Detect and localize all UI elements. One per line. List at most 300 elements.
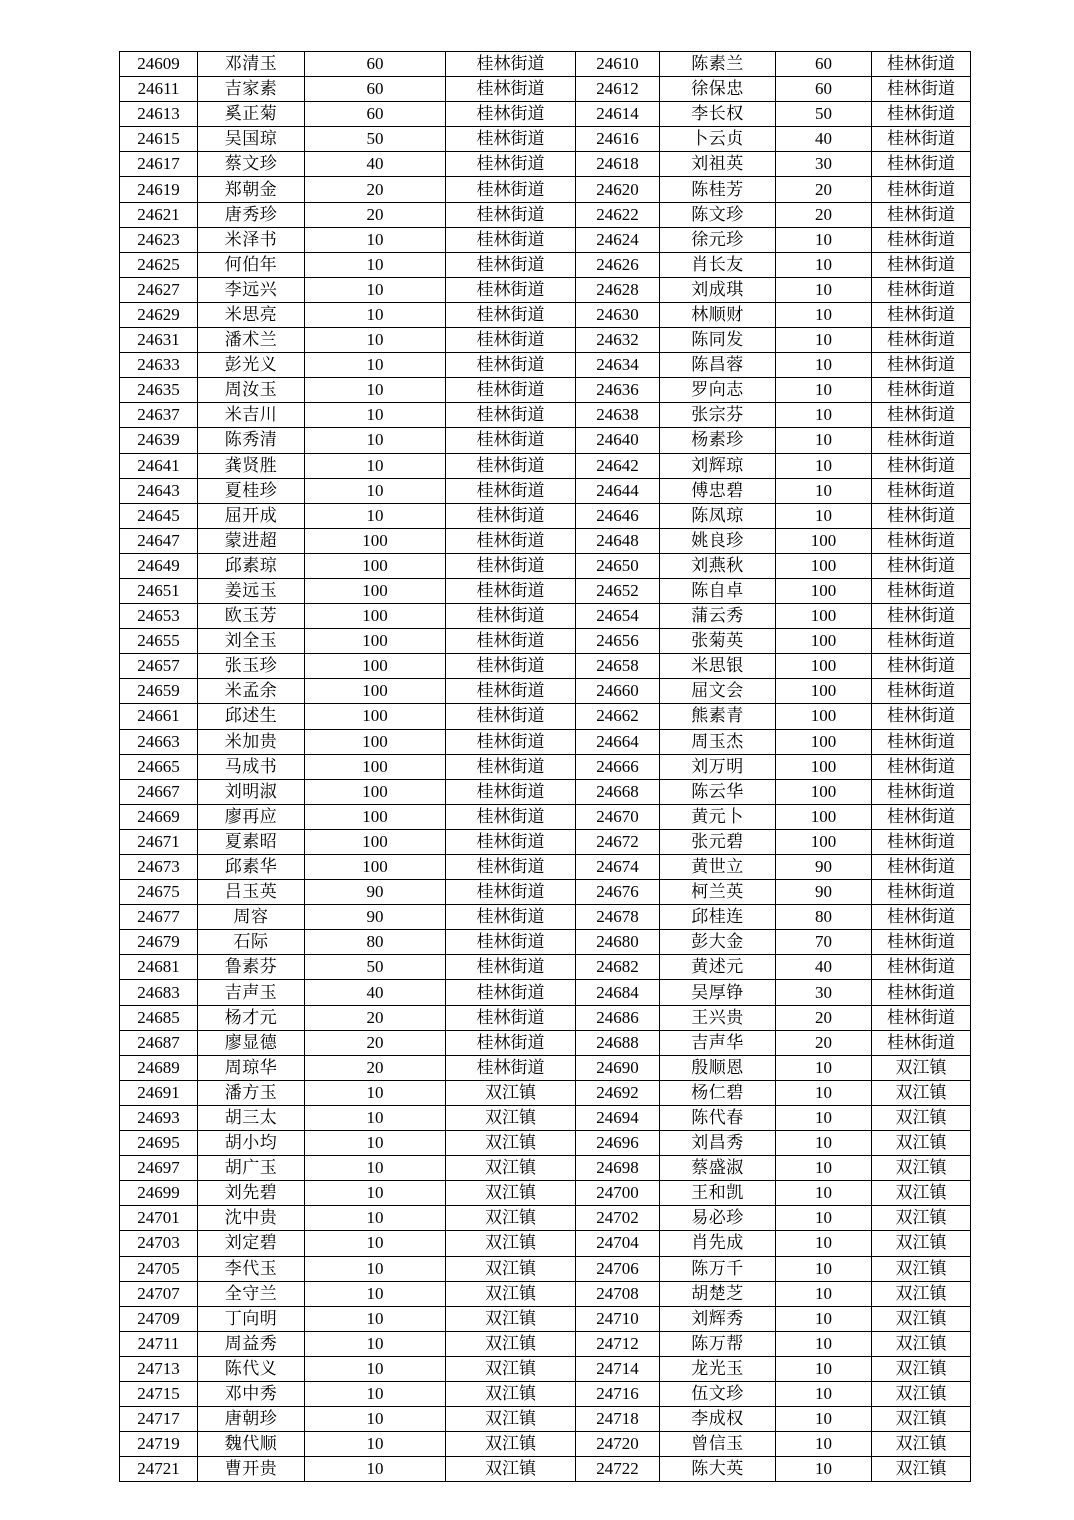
record-id-cell: 24651 [120, 578, 198, 603]
record-id-cell: 24650 [576, 553, 660, 578]
person-name-cell: 周益秀 [198, 1331, 305, 1356]
location-cell: 桂林街道 [872, 754, 971, 779]
person-name-cell: 邓中秀 [198, 1381, 305, 1406]
person-name-cell: 周玉杰 [660, 729, 776, 754]
record-id-cell: 24685 [120, 1005, 198, 1030]
amount-cell: 10 [305, 1206, 446, 1231]
person-name-cell: 傅忠碧 [660, 478, 776, 503]
person-name-cell: 吉声华 [660, 1030, 776, 1055]
person-name-cell: 胡广玉 [198, 1156, 305, 1181]
table-row [120, 227, 971, 252]
amount-cell: 20 [305, 177, 446, 202]
amount-cell: 10 [776, 1105, 872, 1130]
record-id-cell: 24694 [576, 1105, 660, 1130]
person-name-cell: 周琼华 [198, 1055, 305, 1080]
person-name-cell: 蔡盛淑 [660, 1156, 776, 1181]
record-id-cell: 24704 [576, 1231, 660, 1256]
record-id-cell: 24619 [120, 177, 198, 202]
person-name-cell: 蒙进超 [198, 528, 305, 553]
amount-cell: 60 [776, 52, 872, 77]
location-cell: 双江镇 [872, 1432, 971, 1457]
location-cell: 桂林街道 [446, 202, 576, 227]
record-id-cell: 24699 [120, 1181, 198, 1206]
table-row [120, 127, 971, 152]
person-name-cell: 蔡文珍 [198, 152, 305, 177]
record-id-cell: 24648 [576, 528, 660, 553]
record-id-cell: 24679 [120, 930, 198, 955]
record-id-cell: 24673 [120, 855, 198, 880]
table-row [120, 604, 971, 629]
person-name-cell: 胡小均 [198, 1131, 305, 1156]
record-id-cell: 24668 [576, 779, 660, 804]
record-id-cell: 24710 [576, 1306, 660, 1331]
person-name-cell: 张宗芬 [660, 403, 776, 428]
record-id-cell: 24695 [120, 1131, 198, 1156]
person-name-cell: 刘万明 [660, 754, 776, 779]
record-id-cell: 24678 [576, 905, 660, 930]
amount-cell: 10 [776, 1131, 872, 1156]
location-cell: 桂林街道 [446, 1030, 576, 1055]
amount-cell: 10 [776, 1181, 872, 1206]
person-name-cell: 杨仁碧 [660, 1080, 776, 1105]
person-name-cell: 陈凤琼 [660, 503, 776, 528]
person-name-cell: 陈同发 [660, 328, 776, 353]
location-cell: 双江镇 [446, 1432, 576, 1457]
amount-cell: 10 [305, 378, 446, 403]
person-name-cell: 吉声玉 [198, 980, 305, 1005]
amount-cell: 10 [305, 1356, 446, 1381]
record-id-cell: 24711 [120, 1331, 198, 1356]
amount-cell: 10 [776, 1432, 872, 1457]
person-name-cell: 夏桂珍 [198, 478, 305, 503]
amount-cell: 10 [776, 1080, 872, 1105]
location-cell: 双江镇 [446, 1457, 576, 1482]
person-name-cell: 周汝玉 [198, 378, 305, 403]
person-name-cell: 柯兰英 [660, 880, 776, 905]
record-id-cell: 24671 [120, 829, 198, 854]
table-row [120, 729, 971, 754]
amount-cell: 10 [305, 453, 446, 478]
location-cell: 桂林街道 [872, 503, 971, 528]
amount-cell: 10 [776, 453, 872, 478]
person-name-cell: 吕玉英 [198, 880, 305, 905]
table-row [120, 1331, 971, 1356]
person-name-cell: 陈万千 [660, 1256, 776, 1281]
record-id-cell: 24659 [120, 679, 198, 704]
record-id-cell: 24657 [120, 654, 198, 679]
table-row [120, 679, 971, 704]
amount-cell: 10 [305, 328, 446, 353]
person-name-cell: 罗向志 [660, 378, 776, 403]
amount-cell: 10 [776, 353, 872, 378]
location-cell: 双江镇 [446, 1281, 576, 1306]
record-id-cell: 24645 [120, 503, 198, 528]
amount-cell: 10 [776, 277, 872, 302]
record-id-cell: 24696 [576, 1131, 660, 1156]
table-row [120, 1231, 971, 1256]
record-id-cell: 24621 [120, 202, 198, 227]
person-name-cell: 王和凯 [660, 1181, 776, 1206]
amount-cell: 100 [305, 829, 446, 854]
record-id-cell: 24638 [576, 403, 660, 428]
person-name-cell: 陈秀清 [198, 428, 305, 453]
record-id-cell: 24629 [120, 302, 198, 327]
amount-cell: 10 [305, 1306, 446, 1331]
record-id-cell: 24689 [120, 1055, 198, 1080]
table-row [120, 955, 971, 980]
amount-cell: 10 [305, 1281, 446, 1306]
record-id-cell: 24712 [576, 1331, 660, 1356]
record-id-cell: 24649 [120, 553, 198, 578]
location-cell: 桂林街道 [872, 52, 971, 77]
table-row [120, 403, 971, 428]
person-name-cell: 徐保忠 [660, 77, 776, 102]
person-name-cell: 李代玉 [198, 1256, 305, 1281]
amount-cell: 50 [305, 955, 446, 980]
table-row [120, 77, 971, 102]
table-row [120, 855, 971, 880]
amount-cell: 10 [305, 1256, 446, 1281]
location-cell: 双江镇 [872, 1331, 971, 1356]
amount-cell: 100 [305, 604, 446, 629]
person-name-cell: 刘燕秋 [660, 553, 776, 578]
amount-cell: 100 [776, 528, 872, 553]
amount-cell: 100 [305, 704, 446, 729]
person-name-cell: 林顺财 [660, 302, 776, 327]
amount-cell: 10 [776, 478, 872, 503]
location-cell: 桂林街道 [872, 202, 971, 227]
table-row [120, 1432, 971, 1457]
record-id-cell: 24639 [120, 428, 198, 453]
amount-cell: 10 [305, 1181, 446, 1206]
person-name-cell: 刘辉秀 [660, 1306, 776, 1331]
record-id-cell: 24631 [120, 328, 198, 353]
location-cell: 双江镇 [872, 1231, 971, 1256]
location-cell: 桂林街道 [446, 252, 576, 277]
amount-cell: 90 [776, 880, 872, 905]
person-name-cell: 刘明淑 [198, 779, 305, 804]
roster-body [120, 52, 971, 1482]
amount-cell: 100 [305, 855, 446, 880]
record-id-cell: 24719 [120, 1432, 198, 1457]
location-cell: 桂林街道 [446, 754, 576, 779]
location-cell: 双江镇 [872, 1206, 971, 1231]
person-name-cell: 陈万帮 [660, 1331, 776, 1356]
person-name-cell: 刘辉琼 [660, 453, 776, 478]
amount-cell: 10 [776, 227, 872, 252]
person-name-cell: 唐朝珍 [198, 1407, 305, 1432]
record-id-cell: 24614 [576, 102, 660, 127]
record-id-cell: 24670 [576, 804, 660, 829]
location-cell: 双江镇 [872, 1306, 971, 1331]
record-id-cell: 24674 [576, 855, 660, 880]
location-cell: 桂林街道 [446, 578, 576, 603]
amount-cell: 10 [776, 1231, 872, 1256]
table-row [120, 1306, 971, 1331]
amount-cell: 100 [776, 804, 872, 829]
location-cell: 桂林街道 [872, 704, 971, 729]
person-name-cell: 曾信玉 [660, 1432, 776, 1457]
location-cell: 桂林街道 [872, 855, 971, 880]
person-name-cell: 沈中贵 [198, 1206, 305, 1231]
person-name-cell: 魏代顺 [198, 1432, 305, 1457]
location-cell: 桂林街道 [446, 1005, 576, 1030]
record-id-cell: 24623 [120, 227, 198, 252]
record-id-cell: 24635 [120, 378, 198, 403]
location-cell: 双江镇 [872, 1105, 971, 1130]
location-cell: 桂林街道 [872, 478, 971, 503]
location-cell: 桂林街道 [872, 980, 971, 1005]
record-id-cell: 24612 [576, 77, 660, 102]
amount-cell: 20 [305, 202, 446, 227]
record-id-cell: 24720 [576, 1432, 660, 1457]
person-name-cell: 刘先碧 [198, 1181, 305, 1206]
person-name-cell: 邱桂连 [660, 905, 776, 930]
table-row [120, 1030, 971, 1055]
record-id-cell: 24722 [576, 1457, 660, 1482]
amount-cell: 20 [776, 1030, 872, 1055]
record-id-cell: 24613 [120, 102, 198, 127]
record-id-cell: 24691 [120, 1080, 198, 1105]
person-name-cell: 欧玉芳 [198, 604, 305, 629]
record-id-cell: 24676 [576, 880, 660, 905]
location-cell: 桂林街道 [446, 604, 576, 629]
record-id-cell: 24680 [576, 930, 660, 955]
record-id-cell: 24625 [120, 252, 198, 277]
location-cell: 双江镇 [446, 1206, 576, 1231]
location-cell: 桂林街道 [872, 804, 971, 829]
location-cell: 桂林街道 [872, 177, 971, 202]
amount-cell: 10 [776, 1381, 872, 1406]
record-id-cell: 24666 [576, 754, 660, 779]
table-row [120, 1105, 971, 1130]
location-cell: 桂林街道 [872, 679, 971, 704]
amount-cell: 100 [305, 679, 446, 704]
table-row [120, 428, 971, 453]
amount-cell: 80 [776, 905, 872, 930]
record-id-cell: 24664 [576, 729, 660, 754]
record-id-cell: 24609 [120, 52, 198, 77]
amount-cell: 10 [305, 277, 446, 302]
person-name-cell: 李远兴 [198, 277, 305, 302]
record-id-cell: 24627 [120, 277, 198, 302]
location-cell: 桂林街道 [872, 955, 971, 980]
record-id-cell: 24713 [120, 1356, 198, 1381]
amount-cell: 100 [776, 729, 872, 754]
location-cell: 双江镇 [446, 1331, 576, 1356]
amount-cell: 60 [305, 52, 446, 77]
person-name-cell: 米吉川 [198, 403, 305, 428]
person-name-cell: 黄世立 [660, 855, 776, 880]
amount-cell: 100 [305, 804, 446, 829]
location-cell: 双江镇 [446, 1356, 576, 1381]
location-cell: 桂林街道 [446, 829, 576, 854]
amount-cell: 10 [776, 1055, 872, 1080]
person-name-cell: 鲁素芬 [198, 955, 305, 980]
person-name-cell: 丁向明 [198, 1306, 305, 1331]
person-name-cell: 吉家素 [198, 77, 305, 102]
record-id-cell: 24693 [120, 1105, 198, 1130]
amount-cell: 40 [305, 152, 446, 177]
location-cell: 桂林街道 [872, 152, 971, 177]
location-cell: 桂林街道 [446, 227, 576, 252]
table-row [120, 353, 971, 378]
record-id-cell: 24615 [120, 127, 198, 152]
location-cell: 桂林街道 [872, 127, 971, 152]
amount-cell: 10 [776, 378, 872, 403]
person-name-cell: 邓清玉 [198, 52, 305, 77]
amount-cell: 100 [776, 754, 872, 779]
amount-cell: 100 [776, 553, 872, 578]
table-row [120, 503, 971, 528]
amount-cell: 100 [776, 629, 872, 654]
record-id-cell: 24610 [576, 52, 660, 77]
location-cell: 双江镇 [446, 1080, 576, 1105]
location-cell: 桂林街道 [446, 478, 576, 503]
location-cell: 桂林街道 [872, 604, 971, 629]
record-id-cell: 24718 [576, 1407, 660, 1432]
record-id-cell: 24646 [576, 503, 660, 528]
record-id-cell: 24709 [120, 1306, 198, 1331]
record-id-cell: 24700 [576, 1181, 660, 1206]
person-name-cell: 陈自卓 [660, 578, 776, 603]
person-name-cell: 张玉珍 [198, 654, 305, 679]
location-cell: 桂林街道 [872, 1005, 971, 1030]
record-id-cell: 24684 [576, 980, 660, 1005]
amount-cell: 10 [776, 1256, 872, 1281]
location-cell: 桂林街道 [446, 629, 576, 654]
table-row [120, 478, 971, 503]
amount-cell: 10 [305, 403, 446, 428]
person-name-cell: 米加贵 [198, 729, 305, 754]
record-id-cell: 24654 [576, 604, 660, 629]
table-row [120, 302, 971, 327]
person-name-cell: 李成权 [660, 1407, 776, 1432]
location-cell: 桂林街道 [446, 77, 576, 102]
table-row [120, 202, 971, 227]
table-row [120, 277, 971, 302]
person-name-cell: 刘昌秀 [660, 1131, 776, 1156]
person-name-cell: 陈代春 [660, 1105, 776, 1130]
location-cell: 桂林街道 [872, 328, 971, 353]
amount-cell: 30 [776, 980, 872, 1005]
record-id-cell: 24698 [576, 1156, 660, 1181]
record-id-cell: 24641 [120, 453, 198, 478]
person-name-cell: 熊素青 [660, 704, 776, 729]
person-name-cell: 刘定碧 [198, 1231, 305, 1256]
amount-cell: 40 [776, 955, 872, 980]
location-cell: 桂林街道 [446, 277, 576, 302]
person-name-cell: 伍文珍 [660, 1381, 776, 1406]
record-id-cell: 24611 [120, 77, 198, 102]
location-cell: 桂林街道 [446, 453, 576, 478]
table-row [120, 779, 971, 804]
amount-cell: 10 [776, 1306, 872, 1331]
record-id-cell: 24617 [120, 152, 198, 177]
record-id-cell: 24701 [120, 1206, 198, 1231]
record-id-cell: 24702 [576, 1206, 660, 1231]
location-cell: 桂林街道 [872, 578, 971, 603]
location-cell: 桂林街道 [872, 403, 971, 428]
amount-cell: 10 [305, 1457, 446, 1482]
location-cell: 桂林街道 [872, 905, 971, 930]
location-cell: 双江镇 [446, 1381, 576, 1406]
location-cell: 桂林街道 [872, 930, 971, 955]
record-id-cell: 24675 [120, 880, 198, 905]
amount-cell: 10 [776, 1407, 872, 1432]
record-id-cell: 24714 [576, 1356, 660, 1381]
amount-cell: 10 [776, 252, 872, 277]
amount-cell: 10 [305, 1080, 446, 1105]
location-cell: 双江镇 [872, 1356, 971, 1381]
amount-cell: 90 [305, 880, 446, 905]
location-cell: 双江镇 [446, 1306, 576, 1331]
record-id-cell: 24628 [576, 277, 660, 302]
location-cell: 双江镇 [872, 1457, 971, 1482]
amount-cell: 60 [776, 77, 872, 102]
person-name-cell: 屈文会 [660, 679, 776, 704]
person-name-cell: 米泽书 [198, 227, 305, 252]
location-cell: 桂林街道 [872, 353, 971, 378]
record-id-cell: 24687 [120, 1030, 198, 1055]
amount-cell: 10 [776, 503, 872, 528]
location-cell: 桂林街道 [872, 880, 971, 905]
table-row [120, 378, 971, 403]
person-name-cell: 肖先成 [660, 1231, 776, 1256]
amount-cell: 10 [305, 252, 446, 277]
person-name-cell: 李长权 [660, 102, 776, 127]
location-cell: 桂林街道 [446, 102, 576, 127]
amount-cell: 100 [305, 629, 446, 654]
location-cell: 桂林街道 [872, 102, 971, 127]
amount-cell: 100 [305, 528, 446, 553]
amount-cell: 60 [305, 102, 446, 127]
table-row [120, 980, 971, 1005]
location-cell: 桂林街道 [446, 1055, 576, 1080]
person-name-cell: 易必珍 [660, 1206, 776, 1231]
location-cell: 桂林街道 [446, 880, 576, 905]
location-cell: 桂林街道 [446, 403, 576, 428]
location-cell: 桂林街道 [872, 378, 971, 403]
location-cell: 双江镇 [446, 1131, 576, 1156]
location-cell: 桂林街道 [446, 704, 576, 729]
person-name-cell: 刘成琪 [660, 277, 776, 302]
table-row [120, 704, 971, 729]
table-row [120, 252, 971, 277]
amount-cell: 10 [776, 1457, 872, 1482]
amount-cell: 10 [305, 503, 446, 528]
location-cell: 桂林街道 [446, 729, 576, 754]
record-id-cell: 24686 [576, 1005, 660, 1030]
record-id-cell: 24661 [120, 704, 198, 729]
record-id-cell: 24630 [576, 302, 660, 327]
person-name-cell: 徐元珍 [660, 227, 776, 252]
record-id-cell: 24677 [120, 905, 198, 930]
amount-cell: 10 [305, 1131, 446, 1156]
table-row [120, 1281, 971, 1306]
amount-cell: 40 [305, 980, 446, 1005]
record-id-cell: 24681 [120, 955, 198, 980]
record-id-cell: 24697 [120, 1156, 198, 1181]
person-name-cell: 殷顺恩 [660, 1055, 776, 1080]
person-name-cell: 龚贤胜 [198, 453, 305, 478]
location-cell: 桂林街道 [872, 453, 971, 478]
record-id-cell: 24703 [120, 1231, 198, 1256]
person-name-cell: 黄元卜 [660, 804, 776, 829]
amount-cell: 20 [305, 1055, 446, 1080]
record-id-cell: 24633 [120, 353, 198, 378]
person-name-cell: 陈昌蓉 [660, 353, 776, 378]
